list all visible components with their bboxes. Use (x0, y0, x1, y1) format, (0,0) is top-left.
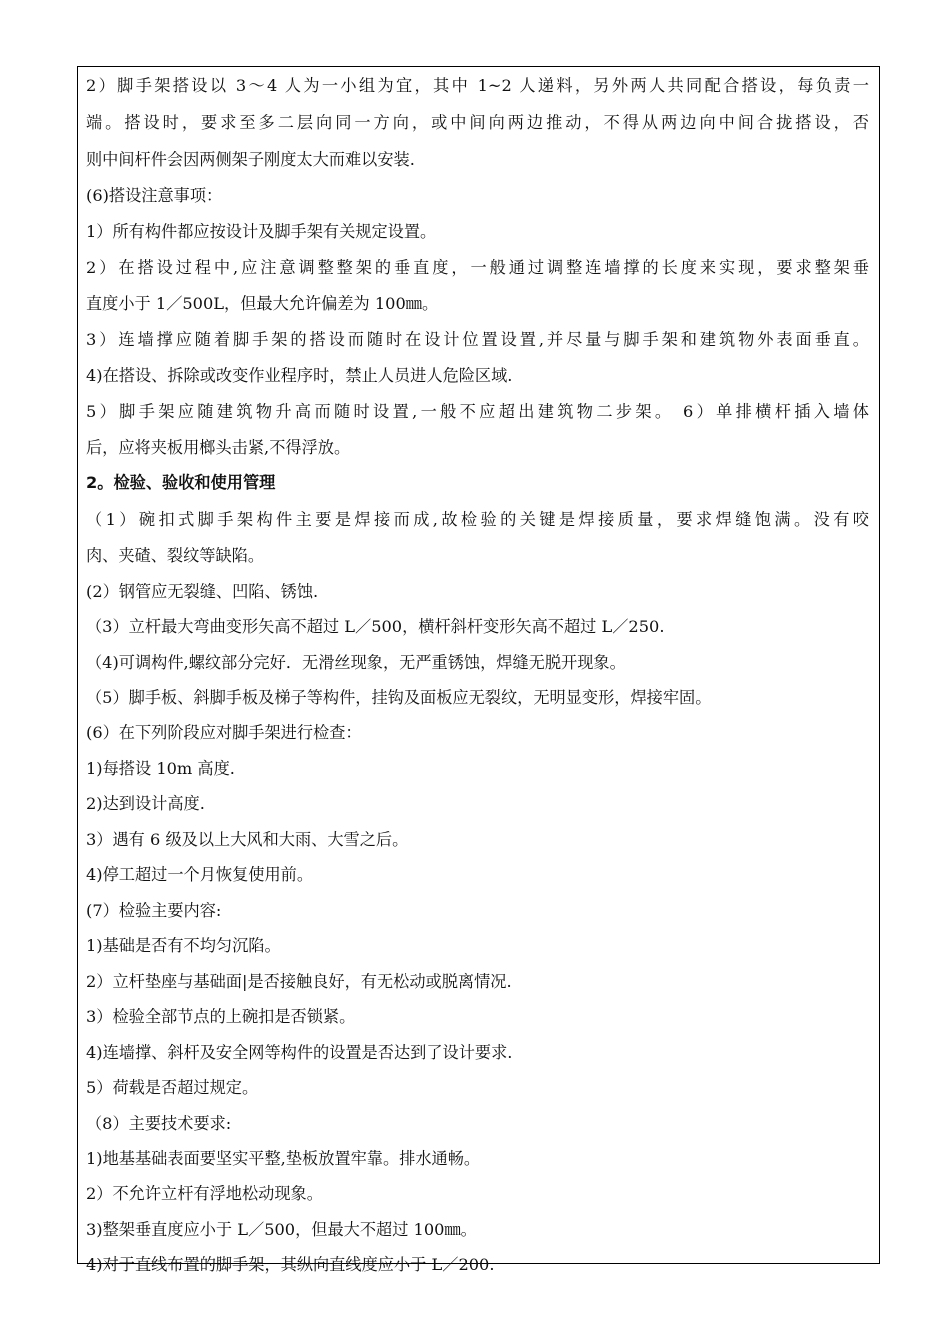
text-line: 1)地基基础表面要坚实平整,垫板放置牢靠。排水通畅。 (86, 1149, 481, 1168)
text-line: 3)整架垂直度应小于 L／500，但最大不超过 100㎜。 (86, 1220, 477, 1239)
text-line: 1)每搭设 10m 高度. (86, 759, 235, 778)
text-line: 2）在搭设过程中,应注意调整整架的垂直度，一般通过调整连墙撑的长度来实现，要求整架垂 (86, 258, 869, 277)
text-line: 端。搭设时，要求至多二层向同一方向，或中间向两边推动，不得从两边向中间合拢搭设，否 (86, 113, 869, 132)
text-line: （3）立杆最大弯曲变形矢高不超过 L／500，横杆斜杆变形矢高不超过 L／250. (86, 617, 665, 636)
text-line: （4)可调构件,螺纹部分完好．无滑丝现象，无严重锈蚀，焊缝无脱开现象。 (86, 653, 626, 672)
text-line: 后，应将夹板用榔头击紧,不得浮放。 (86, 438, 351, 457)
text-line: 1）所有构件都应按设计及脚手架有关规定设置。 (86, 222, 437, 241)
text-line: （8）主要技术要求: (86, 1114, 232, 1133)
text-line: 5）荷载是否超过规定。 (86, 1078, 259, 1097)
text-line: （1）碗扣式脚手架构件主要是焊接而成,故检验的关键是焊接质量，要求焊缝饱满。没有咬 (86, 510, 869, 529)
text-line: 直度小于 1／500L，但最大允许偏差为 100㎜。 (86, 294, 439, 313)
text-line: 4)停工超过一个月恢复使用前。 (86, 865, 314, 884)
text-line: 4)对于直线布置的脚手架，其纵向直线度应小于 L／200. (86, 1255, 495, 1274)
text-line: 3）连墙撑应随着脚手架的搭设而随时在设计位置设置,并尽量与脚手架和建筑物外表面垂直。 (86, 330, 869, 349)
text-line: (2）钢管应无裂缝、凹陷、锈蚀. (86, 582, 319, 601)
text-line: (6）在下列阶段应对脚手架进行检查： (86, 723, 362, 742)
text-line: （5）脚手板、斜脚手板及梯子等构件，挂钩及面板应无裂纹，无明显变形，焊接牢固。 (86, 688, 712, 707)
text-line: 2）不允许立杆有浮地松动现象。 (86, 1184, 323, 1203)
text-line: 2）立杆垫座与基础面|是否接触良好，有无松动或脱离情况. (86, 972, 512, 991)
section-heading: 2。检验、验收和使用管理 (86, 473, 276, 492)
text-line: 肉、夹碴、裂纹等缺陷。 (86, 546, 265, 565)
text-line: 2)达到设计高度. (86, 794, 205, 813)
text-line: 4)连墙撑、斜杆及安全网等构件的设置是否达到了设计要求. (86, 1043, 513, 1062)
text-line: 3）检验全部节点的上碗扣是否锁紧。 (86, 1007, 356, 1026)
text-line: (6)搭设注意事项： (86, 186, 223, 205)
text-line: 4)在搭设、拆除或改变作业程序时，禁止人员进人危险区域. (86, 366, 513, 385)
text-line: (7）检验主要内容: (86, 901, 222, 920)
text-line: 5）脚手架应随建筑物升高而随时设置,一般不应超出建筑物二步架。 6）单排横杆插入墙体 (86, 402, 869, 421)
text-line: 3）遇有 6 级及以上大风和大雨、大雪之后。 (86, 830, 409, 849)
text-line: 则中间杆件会因两侧架子刚度太大而难以安装. (86, 150, 415, 169)
text-line: 1)基础是否有不均匀沉陷。 (86, 936, 281, 955)
text-line: 2）脚手架搭设以 3～4 人为一小组为宜，其中 1~2 人递料，另外两人共同配合搭设，每负责一 (86, 76, 869, 95)
